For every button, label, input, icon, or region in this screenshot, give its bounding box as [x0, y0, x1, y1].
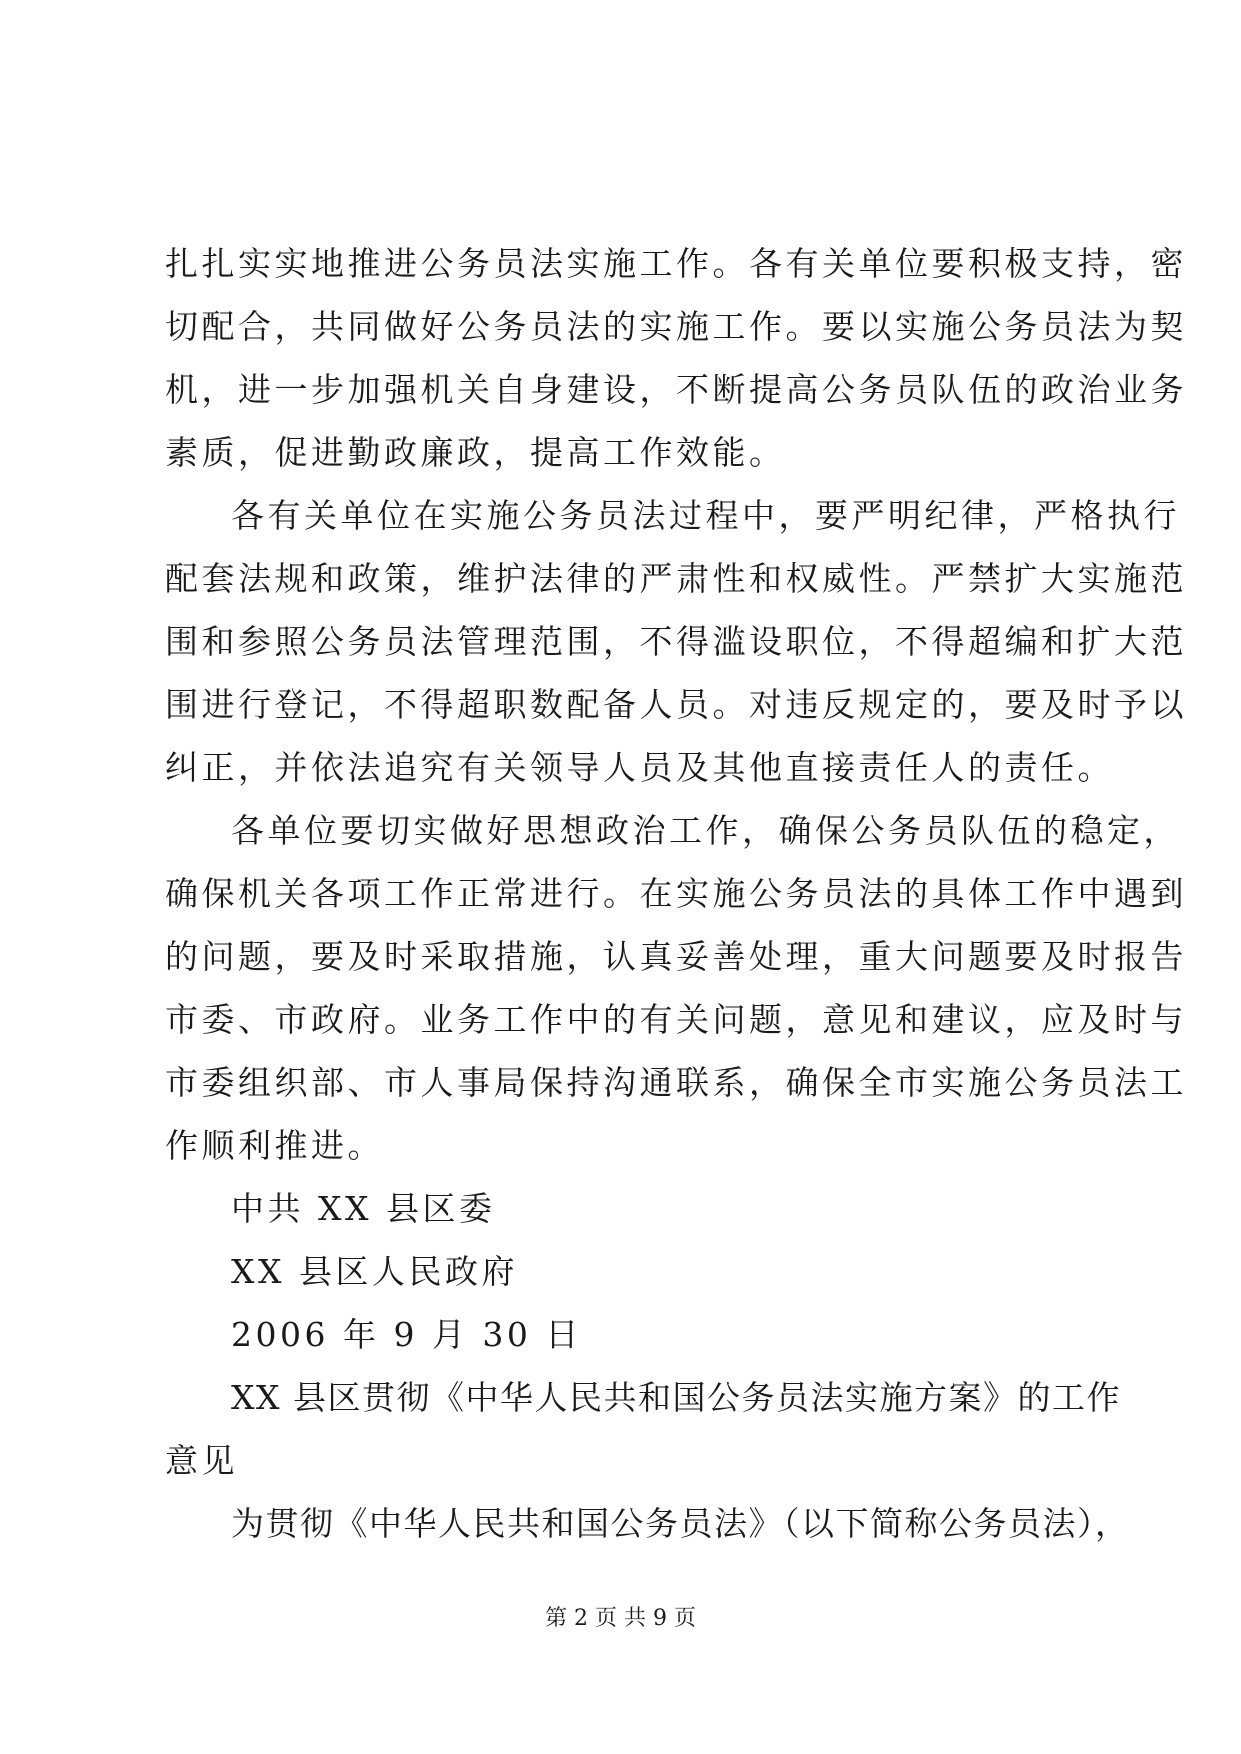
signature-date: 2006 年 9 月 30 日 — [231, 1315, 582, 1354]
paragraph-3-line-6: 作顺利推进。 — [165, 1126, 384, 1165]
page-number-footer: 第 2 页 共 9 页 — [545, 1606, 696, 1631]
paragraph-2-line-5: 纠正，并依法追究有关领导人员及其他直接责任人的责任。 — [165, 748, 1114, 787]
paragraph-3-line-2: 确保机关各项工作正常进行。在实施公务员法的具体工作中遇到 — [165, 874, 1187, 913]
paragraph-1-line-2: 切配合，共同做好公务员法的实施工作。要以实施公务员法为契 — [165, 307, 1187, 346]
paragraph-3-line-5: 市委组织部、市人事局保持沟通联系，确保全市实施公务员法工 — [165, 1063, 1187, 1102]
paragraph-3-line-4: 市委、市政府。业务工作中的有关问题，意见和建议，应及时与 — [165, 1000, 1187, 1039]
paragraph-2-line-3: 围和参照公务员法管理范围，不得滥设职位，不得超编和扩大范 — [165, 622, 1187, 661]
paragraph-1-line-1: 扎扎实实地推进公务员法实施工作。各有关单位要积极支持，密 — [165, 244, 1187, 283]
paragraph-2-line-4: 围进行登记，不得超职数配备人员。对违反规定的，要及时予以 — [165, 685, 1187, 724]
signature-org-party: 中共 XX 县区委 — [231, 1189, 496, 1228]
paragraph-2-line-1: 各有关单位在实施公务员法过程中，要严明纪律，严格执行 — [231, 496, 1180, 535]
document-body — [165, 232, 1187, 1555]
paragraph-2-line-2: 配套法规和政策，维护法律的严肃性和权威性。严禁扩大实施范 — [165, 559, 1187, 598]
paragraph-1-line-3: 机，进一步加强机关自身建设，不断提高公务员队伍的政治业务 — [165, 370, 1187, 409]
paragraph-3-line-3: 的问题，要及时采取措施，认真妥善处理，重大问题要及时报告 — [165, 937, 1187, 976]
paragraph-3-line-1: 各单位要切实做好思想政治工作，确保公务员队伍的稳定， — [231, 811, 1180, 850]
next-document-intro: 为贯彻《中华人民共和国公务员法》（以下简称公务员法）， — [231, 1504, 1130, 1543]
next-document-title-line-2: 意见 — [165, 1441, 238, 1480]
next-document-title-line-1: XX 县区贯彻《中华人民共和国公务员法实施方案》的工作 — [231, 1378, 1121, 1417]
signature-org-government: XX 县区人民政府 — [231, 1252, 518, 1291]
paragraph-1-line-4: 素质，促进勤政廉政，提高工作效能。 — [165, 433, 786, 472]
